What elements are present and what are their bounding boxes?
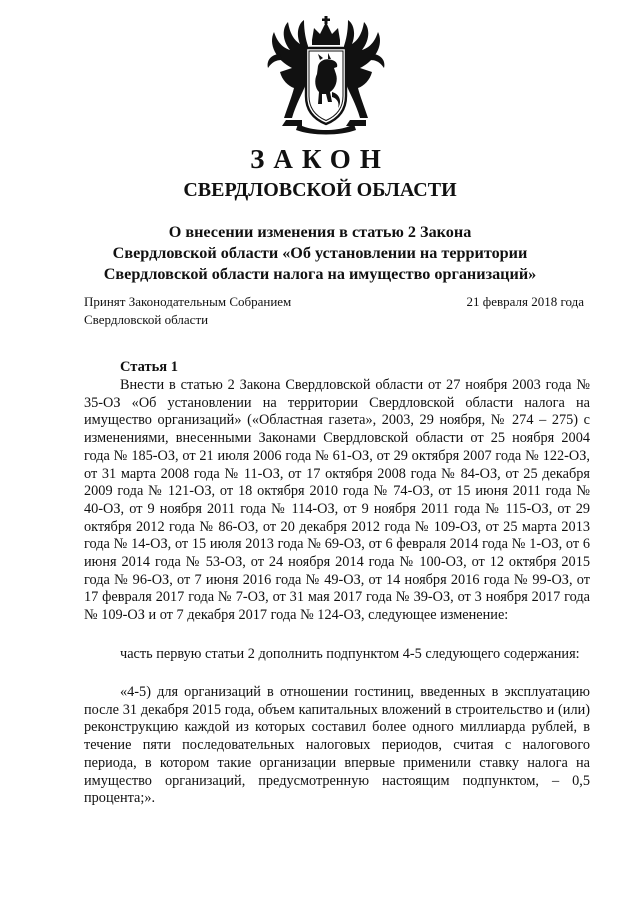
law-region: СВЕРДЛОВСКОЙ ОБЛАСТИ [183,179,457,201]
article-paragraph [84,684,590,808]
paragraph-text: часть первую статьи 2 дополнить подпунктом 4-5 следующего содержания: [120,646,580,662]
article-paragraph [84,646,590,664]
article-paragraph [84,377,590,625]
adopted-by [84,293,291,329]
adopted-by-line: Свердловской области [84,312,209,327]
adopted-date: 21 февраля 2018 года [466,294,584,309]
law-subject-line: Свердловской области «Об установлении на территории [112,244,528,262]
law-subject [0,222,640,285]
paragraph-text: «4-5) для организаций в отношении гостиниц, введенных в эксплуатацию после 31 декабря 2015 года, объем капитальных вложений в строительство и (или) реконструкцию каждой из которых составил более одного миллиарда рублей, в течение пяти последовательных налоговых периодов, считая с налогового периода, в котором такие организации впервые применили ставку налога на имущество организаций, предусмотренную настоящим подпунктом, – 0,5 процента;». [84,684,590,807]
law-title: ЗАКОН [250,144,390,174]
article-heading: Статья 1 [120,359,178,375]
law-subject-line: Свердловской области налога на имущество организаций» [103,265,537,283]
adopted-by-line: Принят Законодательным Собранием [84,294,292,309]
law-subject-line: О внесении изменения в статью 2 Закона [168,223,472,241]
coat-of-arms-emblem [262,14,390,136]
paragraph-text: Внести в статью 2 Закона Свердловской области от 27 ноября 2003 года № 35-ОЗ «Об установлении на территории Свердловской области налога на имущество организаций» («Областная газета», 2003, 29 ноября, № 274 – 275) с изменениями, внесенными Законами Свердловской области от 25 ноября 2004 года № 185-ОЗ, от 21 июля 2006 года № 61-ОЗ, от 29 октября 2007 года № 122-ОЗ, от 31 марта 2008 года № 11-ОЗ, от 17 октября 2008 года № 84-ОЗ, от 25 декабря 2009 года № 121-ОЗ, от 18 октября 2010 года № 74-ОЗ, от 15 июня 2011 года № 40-ОЗ, от 9 ноября 2011 года № 114-ОЗ, от 9 ноября 2011 года № 115-ОЗ, от 29 октября 2012 года № 86-ОЗ, от 20 декабря 2012 года № 109-ОЗ, от 25 марта 2013 года № 14-ОЗ, от 15 июля 2013 года № 69-ОЗ, от 6 февраля 2014 года № 1-ОЗ, от 6 июня 2014 года № 53-ОЗ, от 24 ноября 2014 года № 100-ОЗ, от 12 октября 2015 года № 96-ОЗ, от 7 июня 2016 года № 49-ОЗ, от 14 ноября 2016 года № 99-ОЗ, от 17 февраля 2017 года № 7-ОЗ, от 31 мая 2017 года № 39-ОЗ, от 3 ноября 2017 года № 109-ОЗ и от 7 декабря 2017 года № 124-ОЗ, следующее изменение: [84,377,590,624]
